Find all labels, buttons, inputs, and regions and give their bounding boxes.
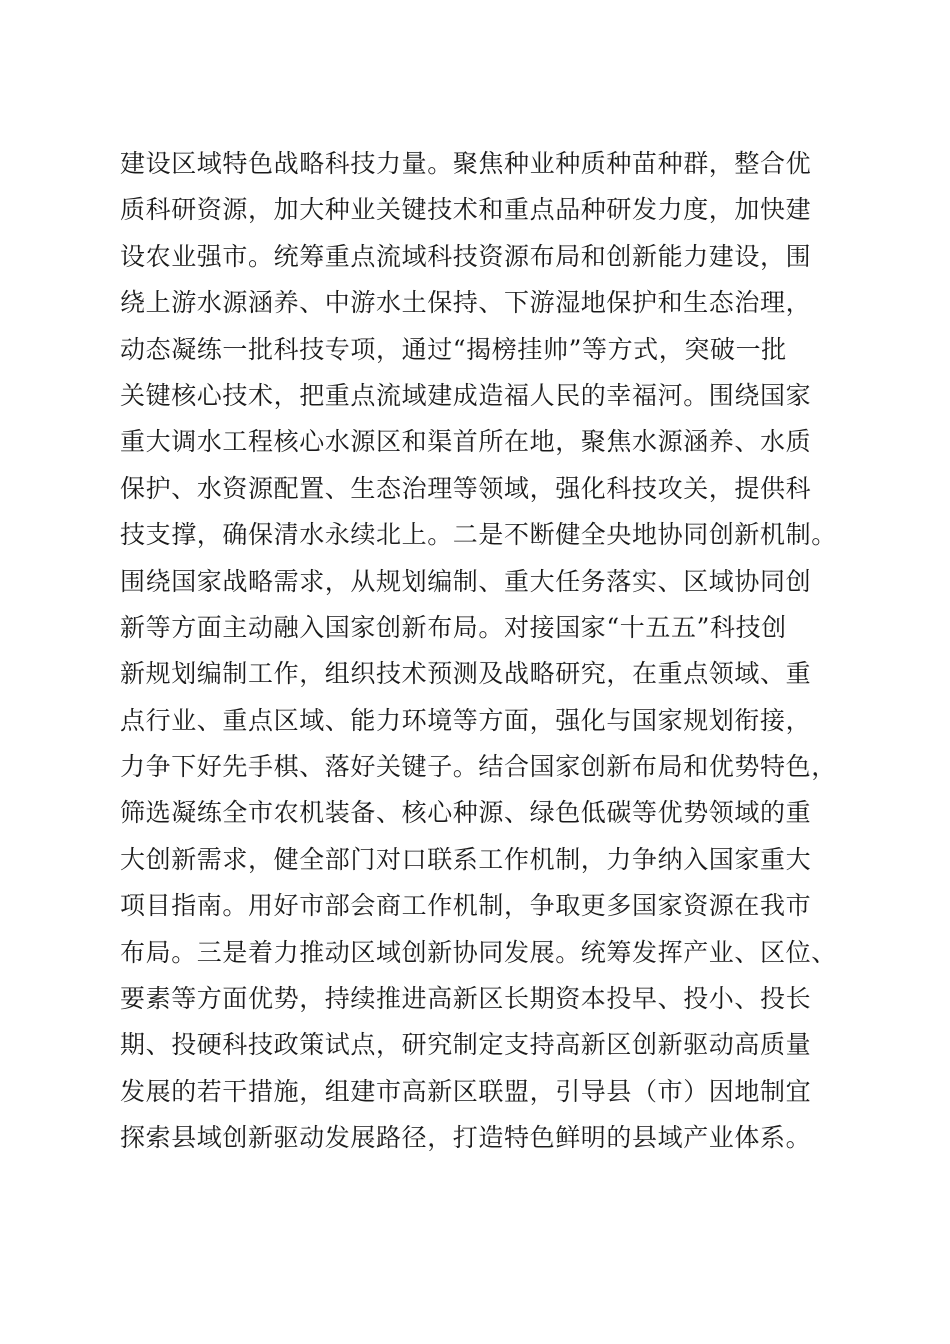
text-line: 探索县域创新驱动发展路径，打造特色鲜明的县域产业体系。 — [120, 1123, 812, 1153]
text-line: 新等方面主动融入国家创新布局。对接国家“十五五”科技创 — [120, 612, 787, 642]
body-paragraph — [120, 141, 837, 1162]
text-line: 发展的若干措施，组建市高新区联盟，引导县（市）因地制宜 — [120, 1076, 812, 1106]
text-line: 关键核心技术，把重点流域建成造福人民的幸福河。围绕国家 — [120, 380, 812, 410]
text-line: 力争下好先手棋、落好关键子。结合国家创新布局和优势特色， — [120, 752, 837, 782]
text-line: 点行业、重点区域、能力环境等方面，强化与国家规划衔接， — [120, 705, 812, 735]
text-line: 项目指南。用好市部会商工作机制，争取更多国家资源在我市 — [120, 891, 812, 921]
text-line: 建设区域特色战略科技力量。聚焦种业种质种苗种群，整合优 — [120, 149, 812, 178]
text-line: 要素等方面优势，持续推进高新区长期资本投早、投小、投长 — [120, 984, 812, 1014]
text-line: 布局。三是着力推动区域创新协同发展。统筹发挥产业、区位、 — [120, 937, 837, 967]
text-line: 动态凝练一批科技专项，通过“揭榜挂帅”等方式，突破一批 — [120, 334, 787, 364]
text-line: 大创新需求，健全部门对口联系工作机制，力争纳入国家重大 — [120, 844, 812, 874]
text-line: 设农业强市。统筹重点流域科技资源布局和创新能力建设，围 — [120, 241, 812, 271]
text-line: 重大调水工程核心水源区和渠首所在地，聚焦水源涵养、水质 — [120, 427, 812, 457]
text-line: 质科研资源，加大种业关键技术和重点品种研发力度，加快建 — [120, 195, 812, 225]
text-line: 新规划编制工作，组织技术预测及战略研究，在重点领域、重 — [120, 659, 812, 689]
text-line: 绕上游水源涵养、中游水土保持、下游湿地保护和生态治理， — [120, 288, 812, 318]
text-line: 期、投硬科技政策试点，研究制定支持高新区创新驱动高质量 — [120, 1030, 812, 1060]
text-line: 筛选凝练全市农机装备、核心种源、绿色低碳等优势领域的重 — [120, 798, 812, 828]
text-line: 围绕国家战略需求，从规划编制、重大任务落实、区域协同创 — [120, 566, 812, 596]
text-line: 技支撑，确保清水永续北上。二是不断健全央地协同创新机制。 — [120, 520, 837, 550]
text-line: 保护、水资源配置、生态治理等领域，强化科技攻关，提供科 — [120, 473, 812, 503]
